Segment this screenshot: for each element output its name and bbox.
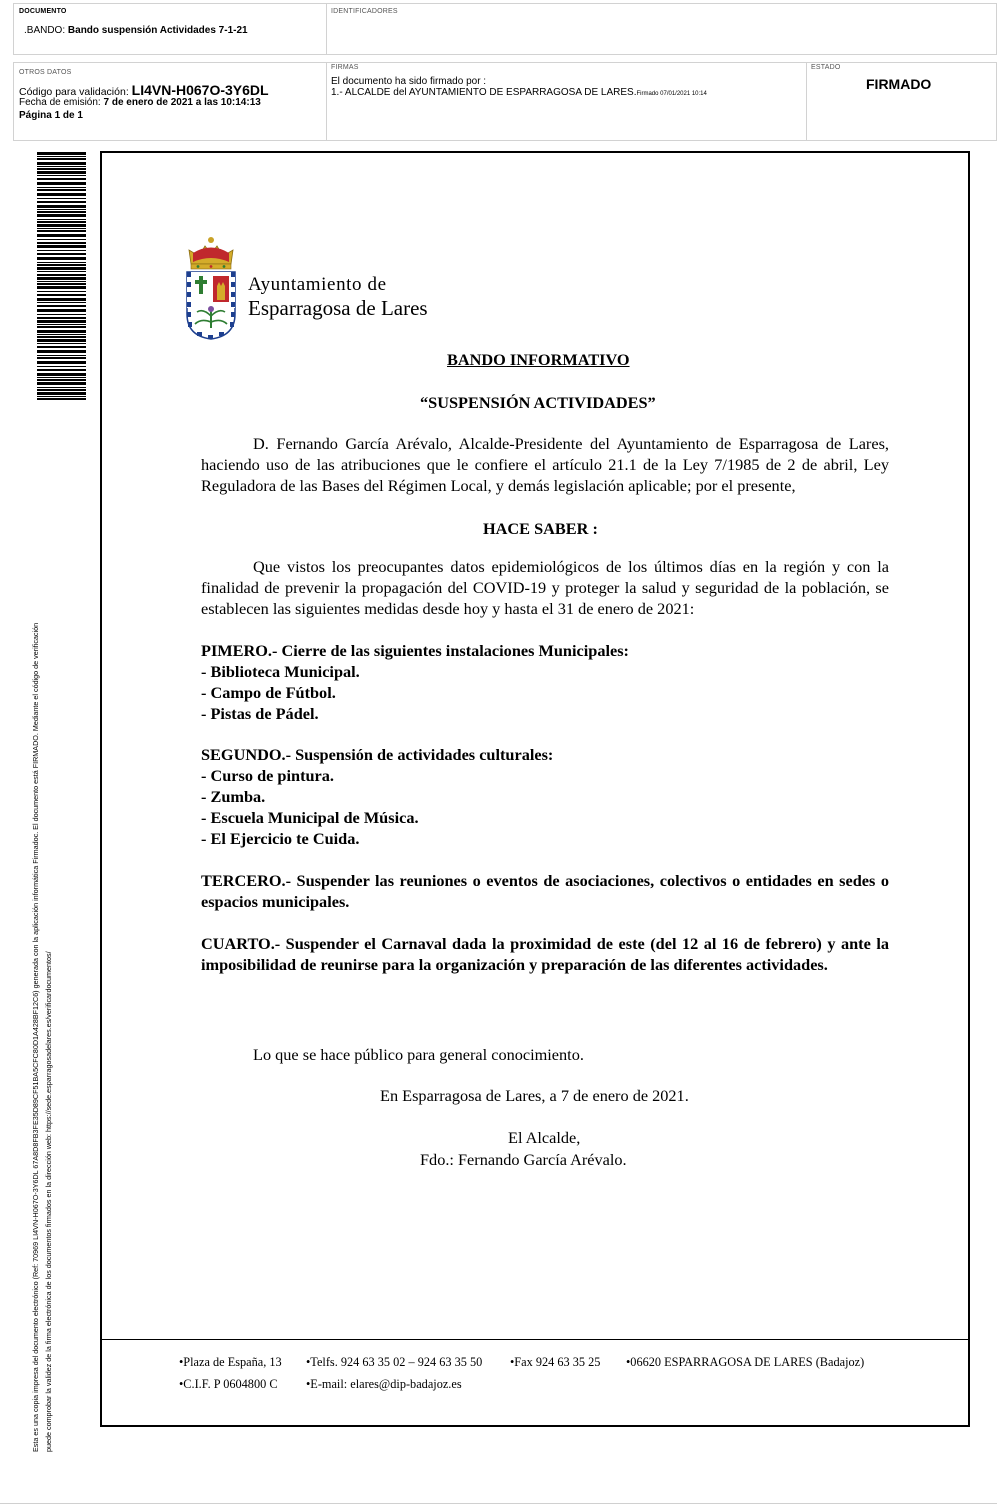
- footer-address: •Plaza de España, 13: [179, 1355, 282, 1369]
- footer-phones: •Telfs. 924 63 35 02 – 924 63 35 50: [306, 1355, 483, 1369]
- letterhead-line1: Ayuntamiento de: [248, 274, 387, 295]
- page-bottom-rule: [0, 1503, 997, 1504]
- segundo-heading: SEGUNDO.- Suspensión de actividades culturales:: [201, 745, 554, 764]
- firmas-cell: [326, 62, 807, 141]
- letterhead-line2: Esparragosa de Lares: [248, 296, 428, 320]
- considerando-paragraph: Que vistos los preocupantes datos epidemiológicos de los últimos días en la región y con la finalidad de prevenir la propagación del COVID-19 y proteger la salud y seguridad de la población, se establecen las siguientes medidas desde hoy y hasta el 31 de enero de 2021:: [201, 557, 889, 618]
- codigo-validacion: Código para validación: LI4VN-H067O-3Y6DL: [19, 82, 269, 98]
- hace-saber-heading: HACE SABER :: [483, 519, 598, 538]
- estado-value: FIRMADO: [866, 76, 932, 92]
- list-item: - Curso de pintura.: [201, 766, 334, 785]
- list-item: - Biblioteca Municipal.: [201, 662, 360, 681]
- estado-cell: [806, 62, 997, 141]
- bando-subtitle: “SUSPENSIÓN ACTIVIDADES”: [420, 393, 656, 412]
- signature-name: Fdo.: Fernando García Arévalo.: [420, 1150, 627, 1169]
- verification-text-line2: puede comprobar la validez de la firma electrónica de los documentos firmados en la dirección web: https://sede.esparragosadelares.es/verificardocumentos/: [44, 951, 53, 1452]
- place-date: En Esparragosa de Lares, a 7 de enero de 2021.: [380, 1086, 689, 1105]
- pagina-indicator: Página 1 de 1: [19, 110, 83, 121]
- coat-of-arms-logo: [183, 236, 239, 340]
- footer-city: •06620 ESPARRAGOSA DE LARES (Badajoz): [626, 1355, 865, 1369]
- footer-fax: •Fax 924 63 35 25: [510, 1355, 601, 1369]
- firmas-line1: El documento ha sido firmado por :: [331, 76, 487, 87]
- footer-cif: •C.I.F. P 0604800 C: [179, 1377, 278, 1391]
- otros-datos-label: OTROS DATOS: [19, 69, 72, 76]
- estado-label: ESTADO: [811, 64, 841, 71]
- list-item: - Escuela Municipal de Música.: [201, 808, 419, 827]
- intro-paragraph: D. Fernando García Arévalo, Alcalde-Presidente del Ayuntamiento de Esparragosa de Lares, haciendo uso de las atribuciones que le confiere el artículo 21.1 de la Ley 7/1985 de 2 de abril, Ley Reguladora de las Bases del Régimen Local, y demás legislación aplicable; por el presente,: [201, 434, 889, 495]
- firmas-label: FIRMAS: [331, 64, 359, 71]
- signature-role: El Alcalde,: [508, 1128, 581, 1147]
- documento-label: DOCUMENTO: [19, 8, 67, 15]
- firmas-line2: 1.- ALCALDE del AYUNTAMIENTO DE ESPARRAGOSA DE LARES.Firmado 07/01/2021 10:14: [331, 87, 707, 98]
- list-item: - Zumba.: [201, 787, 266, 806]
- primero-heading: PIMERO.- Cierre de las siguientes instalaciones Municipales:: [201, 641, 629, 660]
- cuarto-paragraph: CUARTO.- Suspender el Carnaval dada la proximidad de este (del 12 al 16 de febrero) y ante la imposibilidad de reunirse para la organización y preparación de las diferentes actividades.: [201, 934, 889, 974]
- barcode-image: [37, 152, 86, 402]
- identificadores-label: IDENTIFICADORES: [331, 8, 398, 15]
- identificadores-cell: [326, 3, 997, 55]
- footer-email: •E-mail: elares@dip-badajoz.es: [306, 1377, 462, 1391]
- list-item: - Campo de Fútbol.: [201, 683, 336, 702]
- tercero-paragraph: TERCERO.- Suspender las reuniones o eventos de asociaciones, colectivos o entidades en sedes o espacios municipales.: [201, 871, 889, 911]
- closing-text: Lo que se hace público para general conocimiento.: [253, 1045, 584, 1064]
- documento-title: .BANDO: Bando suspensión Actividades 7-1-21: [24, 25, 248, 36]
- fecha-emision: Fecha de emisión: 7 de enero de 2021 a las 10:14:13: [19, 97, 261, 108]
- verification-text-line1: Esta es una copia impresa del documento electrónico (Ref: 70969 LI4VN-H067O-3Y6DL 67A8D8FB3FE35D89CF51BA5CFC80D1A428BF12C6) generada con la aplicación informática Firmadoc. El documento está FIRMADO. Mediante el código de verificación: [31, 622, 40, 1452]
- list-item: - El Ejercicio te Cuida.: [201, 829, 360, 848]
- footer-divider: [101, 1339, 969, 1340]
- bando-title: BANDO INFORMATIVO: [447, 350, 630, 369]
- list-item: - Pistas de Pádel.: [201, 704, 319, 723]
